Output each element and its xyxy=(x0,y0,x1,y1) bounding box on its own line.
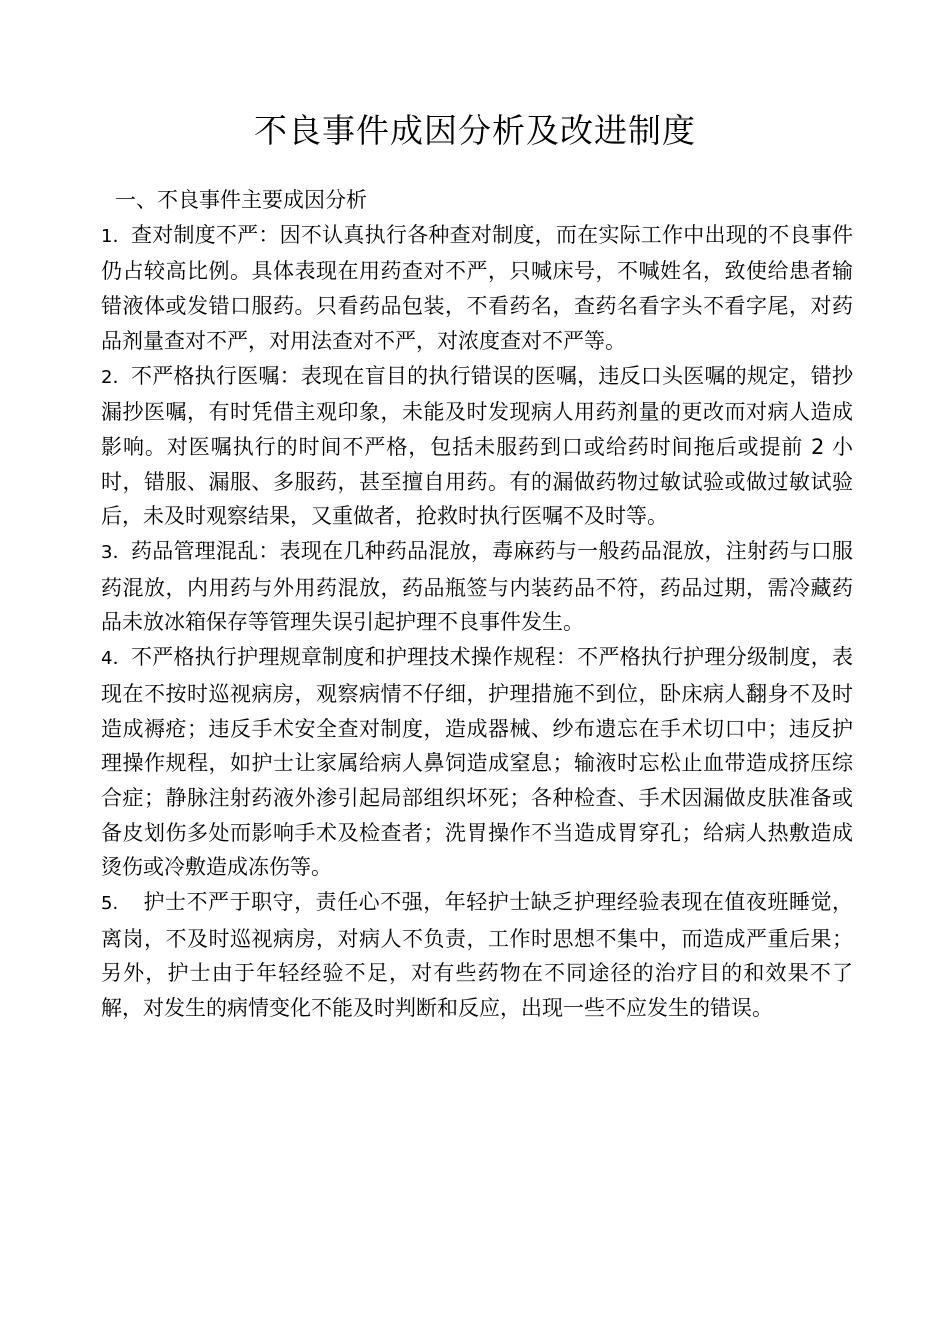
item-number: 1． xyxy=(101,225,131,247)
item-number: 2． xyxy=(101,366,131,388)
section-heading: 一、不良事件主要成因分析 xyxy=(115,188,367,212)
item-text: 护士不严于职守，责任心不强，年轻护士缺乏护理经验表现在值夜班睡觉，离岗，不及时巡视病房，对病人不负责，工作时思想不集中，而造成严重后果；另外，护士由于年轻经验不足，对有些药物在不同途径的治疗目的和效果不了解，对发生的病情变化不能及时判断和反应，出现一些不应发生的错误。 xyxy=(101,890,853,1021)
item-text: 查对制度不严：因不认真执行各种查对制度，而在实际工作中出现的不良事件仍占较高比例。具体表现在用药查对不严，只喊床号，不喊姓名，致使给患者输错液体或发错口服药。只看药品包装，不看药名，查药名看字头不看字尾，对药品剂量查对不严，对用法查对不严，对浓度查对不严等。 xyxy=(101,222,854,353)
document-title: 不良事件成因分析及改进制度 xyxy=(254,111,696,150)
list-item xyxy=(101,218,853,359)
item-number: 5. xyxy=(101,893,119,915)
item-text: 药品管理混乱：表现在几种药品混放，毒麻药与一般药品混放，注射药与口服药混放，内用药与外用药混放，药品瓶签与内装药品不符，药品过期，需冷藏药品未放冰箱保存等管理失误引起护理不良事件发生。 xyxy=(101,539,854,635)
item-number: 4． xyxy=(101,648,131,670)
document-body xyxy=(101,183,853,1026)
item-number: 3． xyxy=(101,542,131,564)
list-item xyxy=(101,534,853,640)
list-item xyxy=(101,359,853,535)
item-text: 不严格执行医嘱：表现在盲目的执行错误的医嘱，违反口头医嘱的规定，错抄漏抄医嘱，有时凭借主观印象，未能及时发现病人用药剂量的更改而对病人造成影响。对医嘱执行的时间不严格，包括未服药到口或给药时间拖后或提前 2 小时，错服、漏服、多服药，甚至擅自用药。有的漏做药物过敏试验或做过敏试验后，未及时观察结果，又重做者，抢救时执行医嘱不及时等。 xyxy=(101,363,854,529)
item-text: 不严格执行护理规章制度和护理技术操作规程：不严格执行护理分级制度，表现在不按时巡视病房，观察病情不仔细，护理措施不到位，卧床病人翻身不及时造成褥疮；违反手术安全查对制度，造成器械、纱布遗忘在手术切口中；违反护理操作规程，如护士让家属给病人鼻饲造成窒息；输液时忘松止血带造成挤压综合症；静脉注射药液外渗引起局部组织坏死；各种检查、手术因漏做皮肤准备或备皮划伤多处而影响手术及检查者；洗胃操作不当造成胃穿孔；给病人热敷造成烫伤或冷敷造成冻伤等。 xyxy=(101,645,854,880)
list-item xyxy=(101,640,853,885)
list-item xyxy=(101,885,853,1026)
